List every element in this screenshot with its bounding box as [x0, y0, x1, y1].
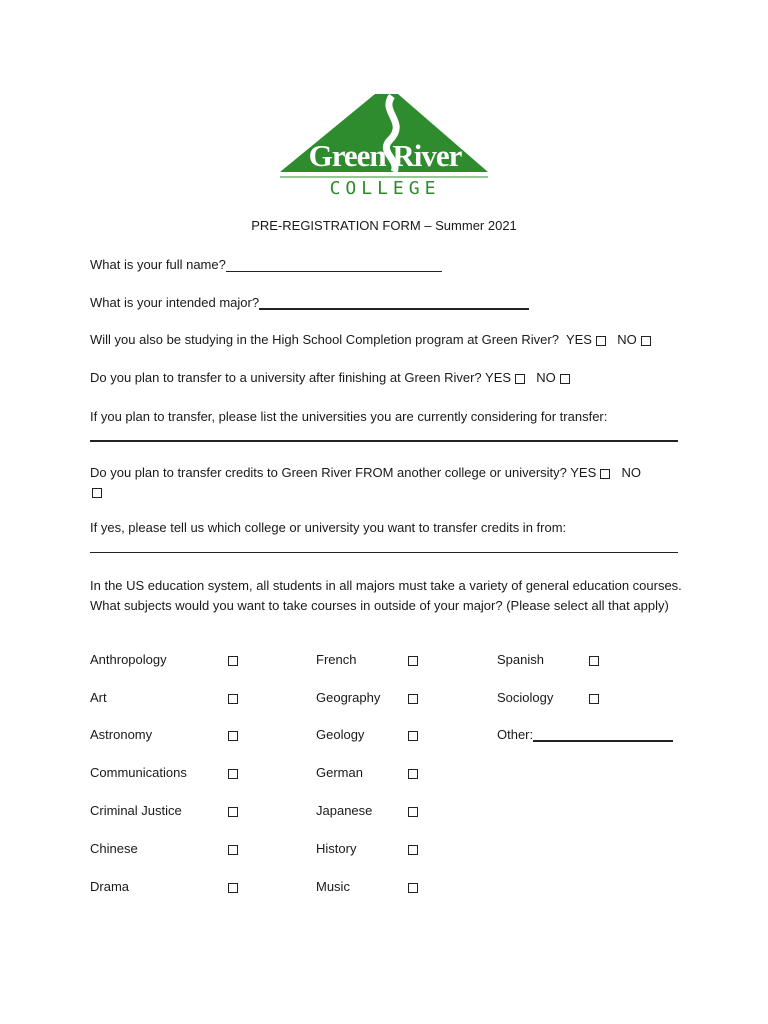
- subject-checkbox[interactable]: [589, 694, 599, 704]
- subject-checkbox[interactable]: [228, 807, 238, 817]
- subject-label: History: [316, 841, 357, 856]
- other-subject-row: [497, 727, 673, 742]
- transfer-from-which-field[interactable]: [90, 552, 678, 553]
- subject-label: Astronomy: [90, 727, 153, 742]
- transfer-yes-label: YES: [485, 370, 512, 385]
- hs-no-label: NO: [617, 332, 637, 347]
- subject-checkbox[interactable]: [228, 845, 238, 855]
- transfer-plan-question: [90, 370, 574, 385]
- logo-subtitle: COLLEGE: [329, 178, 441, 199]
- transfer-from-label: Do you plan to transfer credits to Green River FROM another college or university?: [90, 465, 567, 480]
- major-field[interactable]: [259, 296, 529, 310]
- subject-checkbox[interactable]: [408, 845, 418, 855]
- subject-checkbox[interactable]: [228, 883, 238, 893]
- subject-label: Geography: [316, 690, 381, 705]
- major-question: [90, 295, 529, 310]
- subject-label: Japanese: [316, 803, 373, 818]
- transfer-from-yes-label: YES: [570, 465, 597, 480]
- subject-label: French: [316, 652, 357, 667]
- transfer-no-label: NO: [536, 370, 556, 385]
- transfer-no-checkbox[interactable]: [560, 374, 570, 384]
- subject-checkbox[interactable]: [408, 731, 418, 741]
- full-name-label: What is your full name?: [90, 257, 226, 272]
- full-name-question: [90, 257, 442, 272]
- other-label: Other:: [497, 727, 534, 742]
- hs-completion-question: [90, 332, 655, 347]
- hs-completion-label: Will you also be studying in the High School Completion program at Green River?: [90, 332, 559, 347]
- subject-checkbox[interactable]: [408, 656, 418, 666]
- subject-checkbox[interactable]: [228, 656, 238, 666]
- subject-checkbox[interactable]: [408, 694, 418, 704]
- transfer-plan-label: Do you plan to transfer to a university after finishing at Green River?: [90, 370, 482, 385]
- subject-label: German: [316, 765, 363, 780]
- transfer-from-question: [90, 465, 641, 480]
- logo-wordmark: Green River: [308, 138, 462, 173]
- subject-label: Geology: [316, 727, 365, 742]
- transfer-from-no-label: NO: [621, 465, 642, 480]
- subject-label: Communications: [90, 765, 187, 780]
- transfer-list-field[interactable]: [90, 440, 678, 442]
- subject-checkbox[interactable]: [589, 656, 599, 666]
- transfer-from-no-row: [90, 484, 106, 499]
- hs-no-checkbox[interactable]: [641, 336, 651, 346]
- transfer-list-label: If you plan to transfer, please list the universities you are currently considering for transfer:: [90, 409, 608, 424]
- hs-yes-checkbox[interactable]: [596, 336, 606, 346]
- subject-label: Drama: [90, 879, 130, 894]
- subject-label: Sociology: [497, 690, 554, 705]
- college-logo: [280, 92, 490, 202]
- form-title: PRE-REGISTRATION FORM – Summer 2021: [251, 218, 517, 233]
- gen-ed-question: In the US education system, all students in all majors must take a variety of general education courses. What subjects would you want to take courses in outside of your major? (Please select all that apply): [90, 578, 682, 613]
- hs-yes-label: YES: [565, 332, 592, 347]
- other-subject-field[interactable]: [533, 728, 673, 742]
- subject-checkbox[interactable]: [228, 731, 238, 741]
- subject-label: Chinese: [90, 841, 138, 856]
- subject-checkbox[interactable]: [408, 883, 418, 893]
- major-label: What is your intended major?: [90, 295, 260, 310]
- subject-label: Anthropology: [90, 652, 167, 667]
- subject-label: Criminal Justice: [90, 803, 182, 818]
- subject-label: Art: [90, 690, 107, 705]
- subject-checkbox[interactable]: [408, 769, 418, 779]
- subject-checkbox[interactable]: [228, 769, 238, 779]
- transfer-yes-checkbox[interactable]: [515, 374, 525, 384]
- transfer-from-which-label: If yes, please tell us which college or university you want to transfer credits in from:: [90, 520, 567, 535]
- transfer-from-no-checkbox[interactable]: [92, 488, 102, 498]
- subject-checkbox[interactable]: [408, 807, 418, 817]
- subject-label: Music: [316, 879, 350, 894]
- subject-checkbox[interactable]: [228, 694, 238, 704]
- full-name-field[interactable]: [226, 259, 442, 272]
- transfer-from-yes-checkbox[interactable]: [600, 469, 610, 479]
- subject-label: Spanish: [497, 652, 544, 667]
